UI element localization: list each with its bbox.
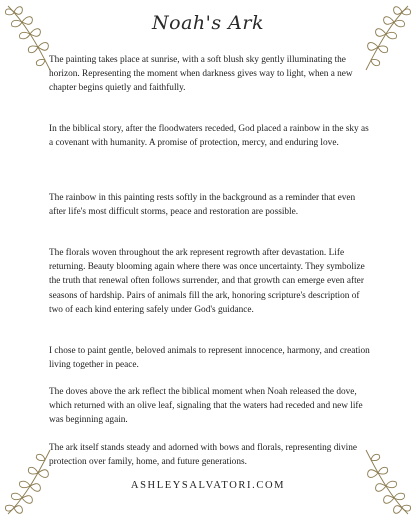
paragraph-7: The ark itself stands steady and adorned with bows and florals, representing divine protection over family, home, and future generations.: [49, 443, 358, 468]
body-text: [49, 53, 371, 469]
website-footer: ASHLEYSALVATORI.COM: [130, 480, 286, 491]
paragraph-5: I chose to paint gentle, beloved animals to represent innocence, harmony, and creation living together in peace.: [49, 346, 370, 371]
paragraph-1: The painting takes place at sunrise, with a soft blush sky gently illuminating the horizon. Representing the moment when darkness gives way to light, when a new chapter begins quietly and faithfully.: [49, 55, 353, 94]
paragraph-2: In the biblical story, after the floodwaters receded, God placed a rainbow in the sky as a covenant with humanity. A promise of protection, mercy, and enduring love.: [49, 124, 369, 149]
page-title: Noah's Ark: [152, 12, 264, 34]
paragraph-3: The rainbow in this painting rests softly in the background as a reminder that even after life's most difficult storms, peace and restoration are possible.: [49, 193, 356, 218]
paragraph-4: The florals woven throughout the ark represent regrowth after devastation. Life returning. Beauty blooming again where there was once uncertainty. They symbolize the truth that renewal often follows surrender, and that growth can emerge even after seasons of hardship. Pairs of animals fill the ark, honoring scripture's description of two of each kind entering safely under God's guidance.: [49, 248, 365, 315]
paragraph-6: The doves above the ark reflect the biblical moment when Noah released the dove, which returned with an olive leaf, signaling that the waters had receded and new life was beginning again.: [49, 387, 363, 426]
